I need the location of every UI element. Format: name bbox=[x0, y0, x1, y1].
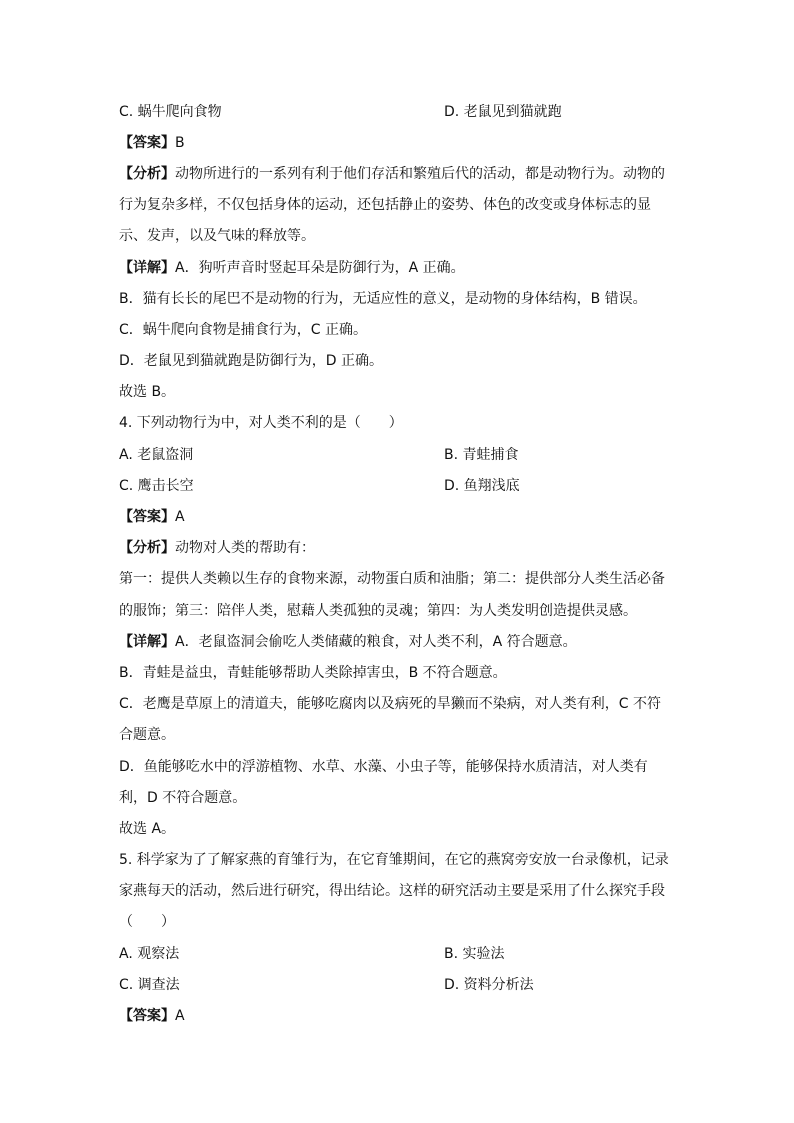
q5-option-d: D. 资料分析法 bbox=[444, 977, 534, 993]
q3-analysis-line-1 bbox=[119, 164, 665, 184]
answer-tag: 【答案】 bbox=[119, 509, 175, 525]
answer-tag: 【答案】 bbox=[119, 1008, 175, 1024]
q4-option-a: A. 老鼠盗洞 bbox=[119, 447, 194, 463]
answer-value: A bbox=[175, 509, 185, 525]
q5-stem-line-3: （ ） bbox=[119, 914, 175, 930]
q4-stem: 4. 下列动物行为中，对人类不利的是（ ） bbox=[119, 415, 403, 431]
q3-detail-b: B．猫有长长的尾巴不是动物的行为，无适应性的意义，是动物的身体结构，B 错误。 bbox=[119, 291, 647, 307]
answer-value: B bbox=[175, 135, 185, 151]
q4-detail-a bbox=[119, 632, 577, 652]
answer-value: A bbox=[175, 1008, 185, 1024]
detail-tag: 【详解】 bbox=[119, 260, 175, 276]
q3-detail-d: D．老鼠见到猫就跑是防御行为，D 正确。 bbox=[119, 353, 384, 369]
analysis-text: 动物所进行的一系列有利于他们存活和繁殖后代的活动，都是动物行为。动物的 bbox=[175, 166, 665, 182]
q5-answer bbox=[119, 1006, 185, 1026]
answer-tag: 【答案】 bbox=[119, 135, 175, 151]
q4-detail-d-line-1: D．鱼能够吃水中的浮游植物、水草、水藻、小虫子等，能够保持水质清洁，对人类有 bbox=[119, 759, 648, 775]
analysis-text: 动物对人类的帮助有： bbox=[175, 540, 315, 556]
q4-answer bbox=[119, 507, 185, 527]
detail-text: A．狗听声音时竖起耳朵是防御行为，A 正确。 bbox=[175, 260, 465, 276]
q4-conclusion: 故选 A。 bbox=[119, 821, 176, 837]
q3-analysis-line-2: 行为复杂多样，不仅包括身体的运动，还包括静止的姿势、体色的改变或身体标志的显 bbox=[119, 197, 651, 213]
q4-detail-b: B．青蛙是益虫，青蛙能够帮助人类除掉害虫，B 不符合题意。 bbox=[119, 665, 507, 681]
detail-tag: 【详解】 bbox=[119, 634, 175, 650]
q5-options-row-cd bbox=[119, 975, 679, 995]
q3-conclusion: 故选 B。 bbox=[119, 384, 176, 400]
q4-analysis-line-2: 第一：提供人类赖以生存的食物来源，动物蛋白质和油脂；第二：提供部分人类生活必备 bbox=[119, 571, 665, 587]
detail-text: A．老鼠盗洞会偷吃人类储藏的粮食，对人类不利，A 符合题意。 bbox=[175, 634, 577, 650]
q4-analysis-line-1 bbox=[119, 538, 315, 558]
q3-options-row-cd bbox=[119, 102, 679, 122]
q5-option-c: C. 调查法 bbox=[119, 977, 180, 993]
q5-option-b: B. 实验法 bbox=[444, 946, 505, 962]
analysis-tag: 【分析】 bbox=[119, 540, 175, 556]
q4-options-row-cd bbox=[119, 476, 679, 496]
q4-option-c: C. 鹰击长空 bbox=[119, 478, 194, 494]
q5-stem-line-1: 5. 科学家为了了解家燕的育雏行为，在它育雏期间，在它的燕窝旁安放一台录像机，记录 bbox=[119, 852, 669, 868]
q3-option-d: D. 老鼠见到猫就跑 bbox=[444, 104, 562, 120]
q4-detail-c-line-2: 合题意。 bbox=[119, 727, 175, 743]
q4-options-row-ab bbox=[119, 445, 679, 465]
analysis-tag: 【分析】 bbox=[119, 166, 175, 182]
q3-answer bbox=[119, 133, 185, 153]
q4-analysis-line-3: 的服饰；第三：陪伴人类，慰藉人类孤独的灵魂；第四：为人类发明创造提供灵感。 bbox=[119, 603, 637, 619]
q4-option-d: D. 鱼翔浅底 bbox=[444, 478, 520, 494]
q5-option-a: A. 观察法 bbox=[119, 946, 180, 962]
q5-options-row-ab bbox=[119, 944, 679, 964]
q5-stem-line-2: 家燕每天的活动，然后进行研究，得出结论。这样的研究活动主要是采用了什么探究手段 bbox=[119, 883, 665, 899]
q3-analysis-line-3: 示、发声，以及气味的释放等。 bbox=[119, 228, 315, 244]
q4-option-b: B. 青蛙捕食 bbox=[444, 447, 519, 463]
q3-detail-c: C．蜗牛爬向食物是捕食行为，C 正确。 bbox=[119, 322, 367, 338]
q3-option-c: C. 蜗牛爬向食物 bbox=[119, 104, 222, 120]
q4-detail-d-line-2: 利，D 不符合题意。 bbox=[119, 790, 247, 806]
q4-detail-c-line-1: C．老鹰是草原上的清道夫，能够吃腐肉以及病死的旱獭而不染病，对人类有利，C 不符 bbox=[119, 696, 661, 712]
q3-detail-a bbox=[119, 258, 465, 278]
